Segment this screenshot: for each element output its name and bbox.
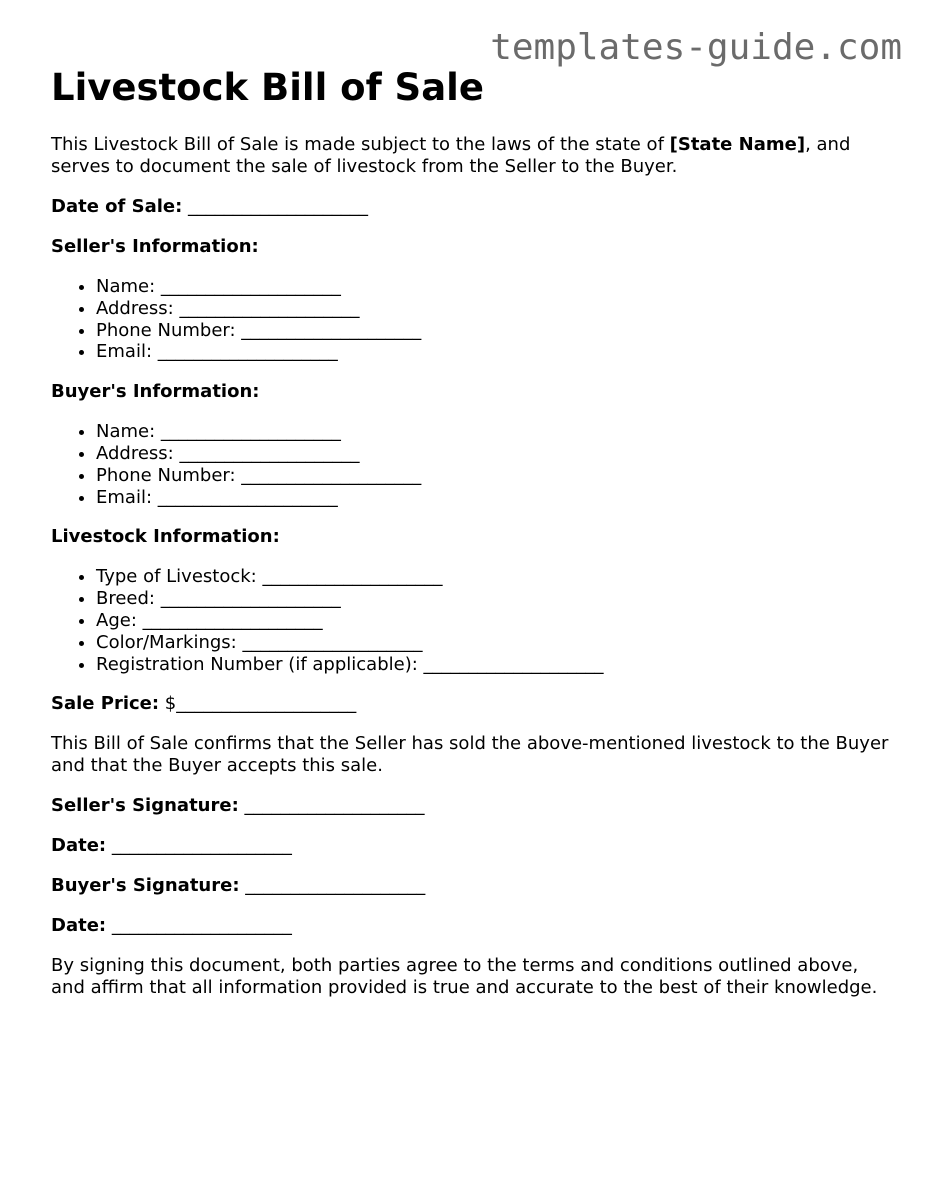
buyer-signature-field (51, 875, 891, 897)
seller-email-item[interactable]: • Email: ____________________ (96, 341, 891, 363)
confirmation-paragraph: This Bill of Sale confirms that the Seller has sold the above-mentioned livestock to the Buyer and that the Buyer accepts this sale. (51, 733, 889, 777)
date-of-sale-field (51, 196, 891, 218)
intro-paragraph (51, 134, 891, 178)
document-title: Livestock Bill of Sale (51, 66, 484, 109)
seller-info-heading: Seller's Information: (51, 236, 259, 257)
seller-date-label: Date: (51, 835, 107, 857)
state-name-placeholder: [State Name] (669, 134, 806, 155)
buyer-info-heading: Buyer's Information: (51, 381, 260, 403)
intro-text-end: , and serves to document the sale of livestock from the Seller to the Buyer. (51, 134, 851, 177)
sale-price-label: Sale Price: (51, 693, 160, 715)
seller-date-blank[interactable]: ____________________ (106, 835, 292, 857)
livestock-age-item[interactable]: • Age: ____________________ (96, 610, 891, 632)
seller-info-list (51, 276, 891, 363)
seller-address-item[interactable]: • Address: ____________________ (96, 298, 891, 320)
buyer-info-list (51, 421, 891, 508)
buyer-date-label: Date: (51, 915, 107, 937)
seller-date-field (51, 835, 891, 857)
buyer-name-item[interactable]: • Name: ____________________ (96, 421, 891, 443)
buyer-address-item[interactable]: • Address: ____________________ (96, 443, 891, 465)
buyer-date-blank[interactable]: ____________________ (106, 915, 292, 937)
livestock-color-item[interactable]: • Color/Markings: ____________________ (96, 632, 891, 654)
buyer-email-item[interactable]: • Email: ____________________ (96, 487, 891, 509)
date-of-sale-label: Date of Sale: (51, 196, 183, 217)
seller-name-item[interactable]: • Name: ____________________ (96, 276, 891, 298)
seller-phone-item[interactable]: • Phone Number: ____________________ (96, 320, 891, 342)
buyer-signature-label: Buyer's Signature: (51, 875, 240, 897)
buyer-phone-item[interactable]: • Phone Number: ____________________ (96, 465, 891, 487)
seller-signature-field (51, 795, 891, 817)
sale-price-field (51, 693, 891, 715)
closing-paragraph: By signing this document, both parties agree to the terms and conditions outlined above, and affirm that all information provided is true and accurate to the best of their knowledge. (51, 955, 878, 999)
buyer-signature-blank[interactable]: ____________________ (239, 875, 426, 897)
document (51, 64, 891, 999)
livestock-type-item[interactable]: • Type of Livestock: ____________________ (96, 566, 891, 588)
seller-signature-blank[interactable]: ____________________ (238, 795, 425, 817)
date-of-sale-blank[interactable]: ____________________ (182, 196, 369, 217)
livestock-registration-item[interactable]: • Registration Number (if applicable): ____________________ (96, 654, 891, 676)
livestock-info-heading: Livestock Information: (51, 526, 280, 548)
intro-text-start: This Livestock Bill of Sale is made subject to the laws of the state of (51, 134, 670, 155)
sale-price-blank[interactable]: $____________________ (159, 693, 357, 715)
seller-signature-label: Seller's Signature: (51, 795, 239, 817)
livestock-info-list (51, 566, 891, 675)
watermark: templates-guide.com (490, 27, 902, 68)
livestock-breed-item[interactable]: • Breed: ____________________ (96, 588, 891, 610)
buyer-date-field (51, 915, 891, 937)
